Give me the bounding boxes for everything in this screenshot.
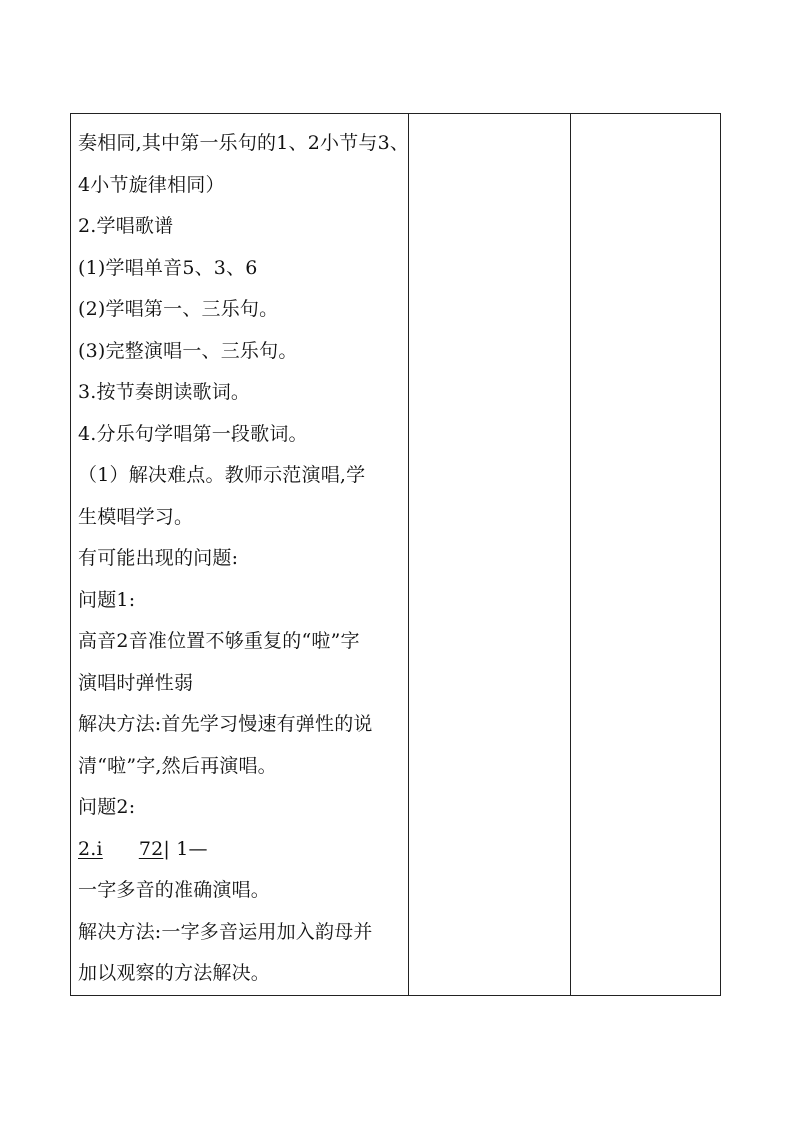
music-notation-line [78, 829, 406, 871]
text-line: 问题1: [78, 588, 136, 611]
text-line: 清“啦”字,然后再演唱。 [78, 754, 277, 777]
text-line: （1）解决难点。教师示范演唱,学 [78, 464, 366, 486]
notation-segment-3: | 1— [163, 837, 208, 860]
lesson-plan-table [70, 113, 721, 996]
text-line: 奏相同,其中第一乐句的1、2小节与3、 [78, 132, 410, 154]
empty-cell-right [570, 114, 720, 996]
text-line: 高音2音准位置不够重复的“啦”字 [78, 630, 360, 652]
text-line: 解决方法:首先学习慢速有弹性的说 [78, 713, 373, 735]
text-line: 生模唱学习。 [78, 505, 194, 528]
text-line: 加以观察的方法解决。 [78, 962, 271, 984]
notation-segment-2: 72 [138, 837, 164, 860]
text-line: 有可能出现的问题: [78, 547, 239, 569]
text-line: 3.按节奏朗读歌词。 [78, 381, 251, 403]
text-line: 2.学唱歌谱 [78, 215, 174, 237]
teaching-process-content [71, 114, 408, 995]
text-line: (2)学唱第一、三乐句。 [78, 298, 279, 320]
teaching-process-cell [71, 114, 409, 996]
notation-segment-1: 2.i [78, 837, 103, 860]
text-line: 4小节旋律相同） [78, 173, 225, 196]
text-line: 一字多音的准确演唱。 [78, 879, 271, 901]
empty-cell-middle [408, 114, 570, 996]
text-line: 演唱时弹性弱 [78, 671, 194, 694]
text-line: (1)学唱单音5、3、6 [78, 256, 258, 279]
text-line: 4.分乐句学唱第一段歌词。 [78, 422, 308, 445]
table-row [71, 114, 721, 996]
text-line: (3)完整演唱一、三乐句。 [78, 339, 298, 362]
text-line: 问题2: [78, 796, 136, 818]
text-line: 解决方法:一字多音运用加入韵母并 [78, 920, 373, 943]
